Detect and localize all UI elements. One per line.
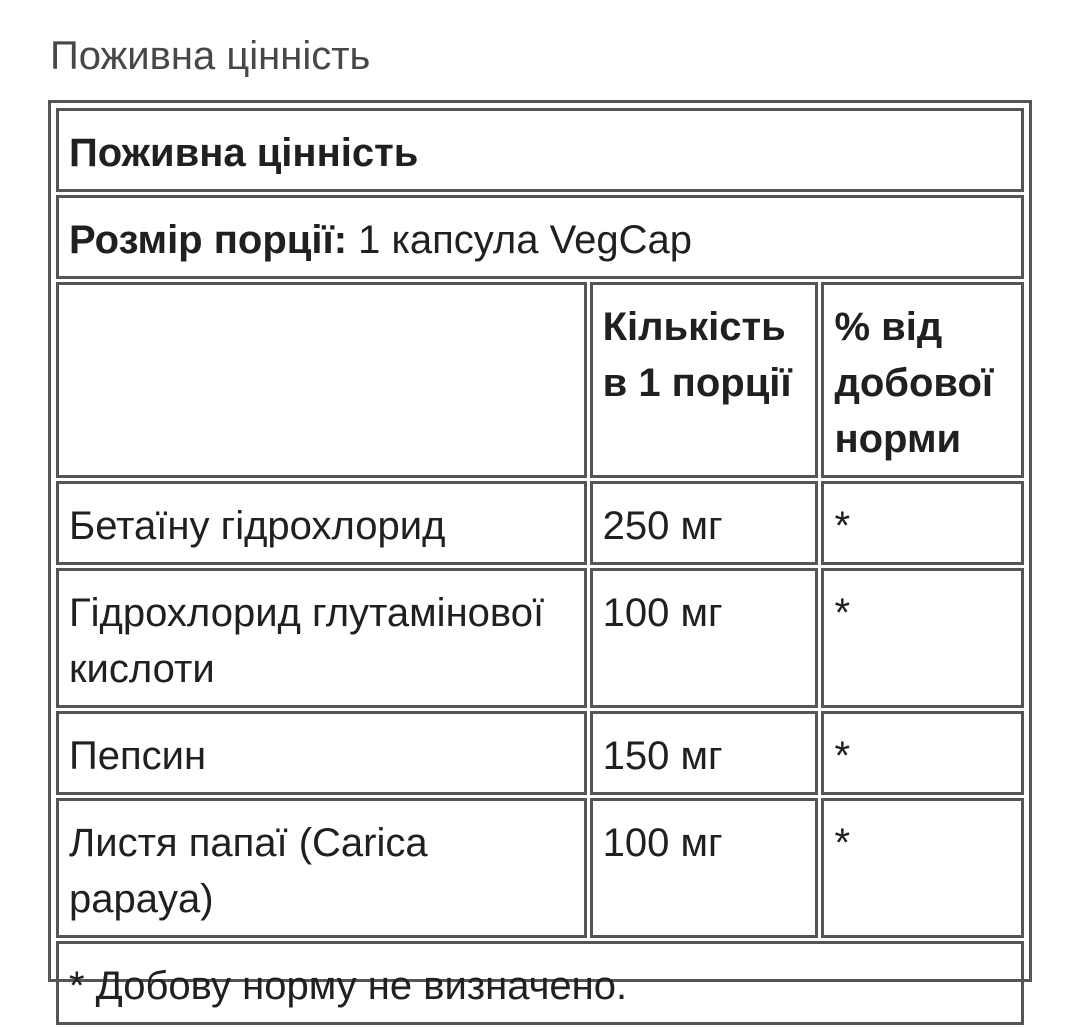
table-row [56,568,1024,708]
ingredient-amount: 100 мг [590,798,819,938]
serving-size-row [56,195,1024,279]
footnote-row [56,941,1024,1025]
table-row [56,798,1024,938]
serving-size-label: Розмір порції: [69,218,348,262]
ingredient-name: Листя папаї (Carica papaya) [56,798,587,938]
footnote: * Добову норму не визначено. [56,941,1024,1025]
column-header-row [56,282,1024,478]
page-title: Поживна цінність [50,34,371,78]
ingredient-name: Пепсин [56,711,587,795]
amount-header: Кількість в 1 порції [590,282,819,478]
ingredient-amount: 150 мг [590,711,819,795]
table-title-row [56,108,1024,192]
table-row [56,711,1024,795]
ingredient-daily-value: * [821,568,1024,708]
table-title: Поживна цінність [56,108,1024,192]
daily-value-header: % від добової норми [821,282,1024,478]
ingredient-name: Бетаїну гідрохлорид [56,481,587,565]
nutrition-facts-panel [48,100,1032,1008]
ingredient-amount: 100 мг [590,568,819,708]
table-row [56,481,1024,565]
serving-size-cell [56,195,1024,279]
ingredient-name: Гідрохлорид глутамінової кислоти [56,568,587,708]
ingredient-daily-value: * [821,711,1024,795]
ingredient-daily-value: * [821,798,1024,938]
nutrition-facts-table [53,105,1027,1028]
ingredient-daily-value: * [821,481,1024,565]
ingredient-amount: 250 мг [590,481,819,565]
ingredient-header [56,282,587,478]
serving-size-value: 1 капсула VegCap [347,218,692,262]
